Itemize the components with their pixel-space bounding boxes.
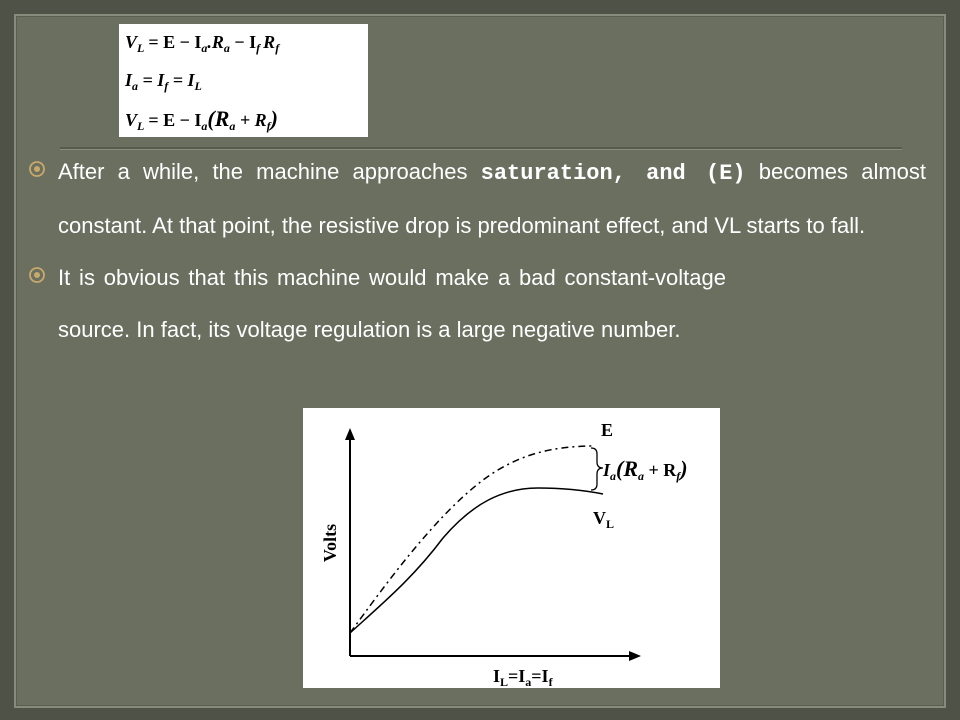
bullet-item-1 (28, 146, 926, 252)
circle-with-dot-bullet-icon (28, 266, 46, 284)
vl-curve-label: $V_L$ (593, 508, 615, 531)
bullet-item-2 (28, 252, 926, 356)
equation-line-2: $I_a = I_f = I_L$ (125, 70, 202, 93)
x-axis-arrow (629, 651, 641, 661)
bullet-2-pre: It is obvious that this machine would make a bad constant-voltage source. In fact, its voltage regulation is a large negative number. (58, 265, 726, 342)
bullet-text-2 (58, 252, 926, 356)
vl-curve (350, 488, 603, 633)
bullet-1-post: becomes almost constant. At that point, the resistive drop is predominant effect, and VL starts to fall. (58, 159, 927, 238)
e-curve-label: E (601, 420, 614, 440)
y-axis-arrow (345, 428, 355, 440)
equation-line-3: $V_L = E - I_a(R_a + R_f)$ (125, 106, 278, 133)
equation-image (119, 24, 368, 137)
bullet-1-bold: saturation, and (E) (480, 161, 746, 186)
bullet-1-pre: After a while, the machine approaches (58, 159, 481, 184)
equation-line-1: $V_L = E - I_a.R_a - I_f$ $R_f$ (125, 32, 280, 55)
circle-with-dot-bullet-icon (28, 160, 46, 178)
bullet-text-1 (58, 146, 926, 252)
e-curve (350, 446, 595, 633)
drop-label: $I_a(R_a + R_f)$ (603, 456, 688, 483)
voltage-characteristic-figure (303, 408, 720, 688)
y-axis-label: Volts (320, 523, 340, 563)
bullet-list (28, 146, 926, 356)
x-axis-label: $I_L=I_a=I_f$ (493, 666, 553, 688)
drop-brace (591, 448, 603, 490)
